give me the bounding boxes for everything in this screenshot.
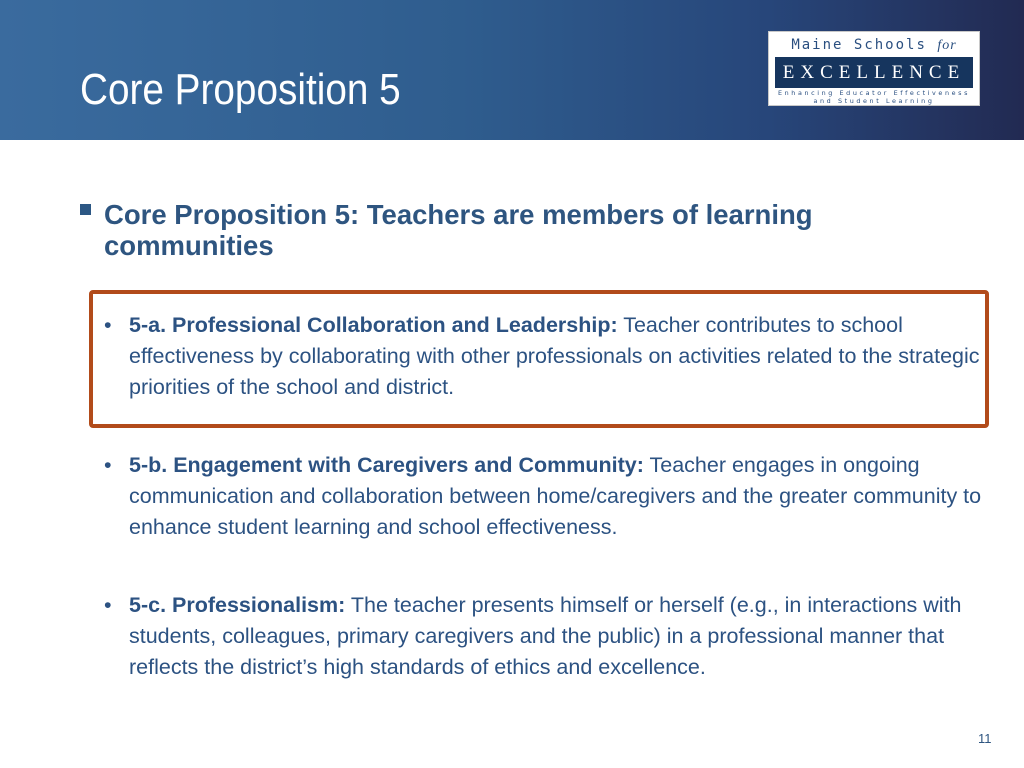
maine-schools-logo: [768, 31, 980, 106]
sub-bullet-text: The teacher presents himself or herself (e.g., in interactions with students, colleagues, primary caregivers and the public) in a professional manner that reflects the district’s high standards of ethics and excellence.: [129, 593, 962, 679]
logo-line1-for: for: [937, 38, 957, 53]
sub-bullet-5b: [104, 450, 984, 543]
logo-band: EXCELLENCE: [775, 57, 973, 88]
logo-top-line: [775, 37, 973, 54]
logo-line1: Maine Schools: [791, 37, 927, 53]
sub-bullet-body: [129, 450, 984, 543]
bullet-dot-icon: •: [104, 453, 112, 477]
square-bullet-icon: [80, 204, 91, 215]
sub-bullet-text: Teacher engages in ongoing communication and collaboration between home/caregivers and the greater community to enhance student learning and school effectiveness.: [129, 453, 982, 539]
sub-bullet-lead: 5-a. Professional Collaboration and Leadership:: [129, 313, 618, 337]
slide-header: [0, 0, 1024, 140]
main-bullet-text: Core Proposition 5: Teachers are members of learning communities: [104, 199, 813, 261]
slide-title: Core Proposition 5: [80, 65, 401, 114]
sub-bullet-lead: 5-c. Professionalism:: [129, 593, 346, 617]
sub-bullet-lead: 5-b. Engagement with Caregivers and Community:: [129, 453, 644, 477]
logo-tagline-2: and Student Learning: [813, 97, 935, 105]
main-bullet: [80, 199, 1000, 261]
page-number: 11: [978, 731, 992, 746]
logo-tagline-1: Enhancing Educator Effectiveness: [778, 89, 970, 97]
sub-bullet-body: [129, 590, 984, 683]
sub-bullet-5c: [104, 590, 984, 683]
sub-bullet-body: [129, 310, 984, 403]
logo-tagline: [771, 89, 977, 105]
bullet-dot-icon: •: [104, 313, 112, 337]
sub-bullet-text: Teacher contributes to school effectiveness by collaborating with other professionals on activities related to the strategic priorities of the school and district.: [129, 313, 980, 399]
bullet-dot-icon: •: [104, 593, 112, 617]
sub-bullet-5a: [104, 310, 984, 403]
